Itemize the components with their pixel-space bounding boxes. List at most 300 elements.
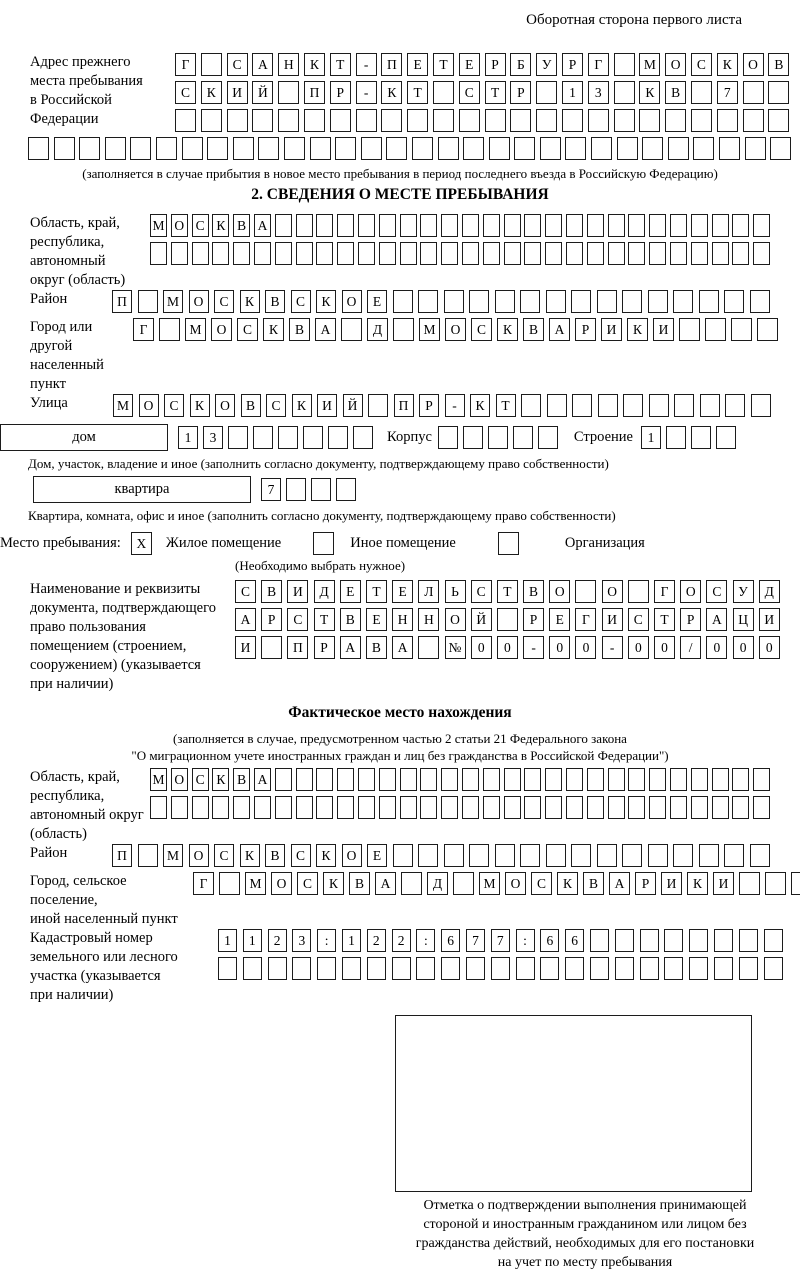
char-cell[interactable] — [182, 137, 203, 160]
char-cell[interactable] — [714, 929, 733, 952]
char-cell[interactable]: К — [304, 53, 325, 76]
char-cell[interactable]: А — [340, 636, 361, 659]
char-cell[interactable] — [588, 109, 609, 132]
char-cell[interactable] — [540, 957, 559, 980]
char-cell[interactable] — [253, 426, 273, 449]
char-cell[interactable] — [504, 768, 521, 791]
char-cell[interactable]: В — [233, 214, 250, 237]
char-cell[interactable]: А — [252, 53, 273, 76]
char-cell[interactable] — [753, 796, 770, 819]
char-cell[interactable] — [328, 426, 348, 449]
char-cell[interactable]: А — [375, 872, 396, 895]
char-cell[interactable]: Ь — [445, 580, 466, 603]
char-cell[interactable]: 1 — [243, 929, 262, 952]
char-cell[interactable] — [358, 768, 375, 791]
char-cell[interactable] — [254, 242, 271, 265]
char-cell[interactable]: Т — [433, 53, 454, 76]
char-cell[interactable] — [649, 214, 666, 237]
char-cell[interactable] — [335, 137, 356, 160]
char-cell[interactable] — [310, 137, 331, 160]
char-cell[interactable] — [617, 137, 638, 160]
char-cell[interactable] — [670, 242, 687, 265]
char-cell[interactable] — [745, 137, 766, 160]
char-cell[interactable] — [336, 478, 356, 501]
char-cell[interactable] — [386, 137, 407, 160]
char-cell[interactable] — [483, 796, 500, 819]
char-cell[interactable] — [545, 768, 562, 791]
char-cell[interactable]: К — [212, 768, 229, 791]
char-cell[interactable] — [732, 768, 749, 791]
char-cell[interactable]: В — [768, 53, 789, 76]
char-cell[interactable] — [732, 242, 749, 265]
char-cell[interactable]: С — [628, 608, 649, 631]
char-cell[interactable]: 7 — [717, 81, 738, 104]
char-cell[interactable]: 2 — [367, 929, 386, 952]
char-cell[interactable]: Г — [588, 53, 609, 76]
char-cell[interactable]: Й — [252, 81, 273, 104]
char-cell[interactable]: П — [112, 290, 132, 313]
char-cell[interactable] — [368, 394, 388, 417]
char-cell[interactable] — [218, 957, 237, 980]
char-cell[interactable]: П — [394, 394, 414, 417]
char-cell[interactable] — [54, 137, 75, 160]
char-cell[interactable]: К — [190, 394, 210, 417]
char-cell[interactable] — [304, 109, 325, 132]
char-cell[interactable]: 3 — [292, 929, 311, 952]
char-cell[interactable] — [628, 796, 645, 819]
char-cell[interactable]: Р — [680, 608, 701, 631]
char-cell[interactable]: О — [602, 580, 623, 603]
char-cell[interactable] — [466, 957, 485, 980]
char-cell[interactable] — [303, 426, 323, 449]
char-cell[interactable] — [587, 768, 604, 791]
char-cell[interactable]: А — [706, 608, 727, 631]
char-cell[interactable] — [642, 137, 663, 160]
char-cell[interactable]: С — [531, 872, 552, 895]
char-cell[interactable] — [664, 929, 683, 952]
char-cell[interactable] — [516, 957, 535, 980]
char-cell[interactable] — [275, 768, 292, 791]
char-cell[interactable] — [791, 872, 800, 895]
char-cell[interactable] — [337, 242, 354, 265]
char-cell[interactable]: О — [445, 318, 466, 341]
char-cell[interactable]: И — [235, 636, 256, 659]
char-cell[interactable] — [416, 957, 435, 980]
char-cell[interactable] — [691, 242, 708, 265]
char-cell[interactable]: О — [139, 394, 159, 417]
char-cell[interactable] — [441, 957, 460, 980]
char-cell[interactable] — [540, 137, 561, 160]
char-cell[interactable] — [712, 768, 729, 791]
char-cell[interactable] — [79, 137, 100, 160]
char-cell[interactable] — [648, 290, 668, 313]
char-cell[interactable]: Т — [497, 580, 518, 603]
char-cell[interactable] — [342, 957, 361, 980]
char-cell[interactable]: Е — [367, 844, 387, 867]
char-cell[interactable]: № — [445, 636, 466, 659]
char-cell[interactable] — [770, 137, 791, 160]
char-cell[interactable] — [420, 796, 437, 819]
char-cell[interactable] — [444, 844, 464, 867]
char-cell[interactable]: И — [227, 81, 248, 104]
char-cell[interactable] — [700, 394, 720, 417]
char-cell[interactable] — [441, 768, 458, 791]
char-cell[interactable] — [649, 242, 666, 265]
char-cell[interactable]: Р — [635, 872, 656, 895]
char-cell[interactable] — [716, 426, 736, 449]
char-cell[interactable] — [156, 137, 177, 160]
char-cell[interactable]: М — [245, 872, 266, 895]
char-cell[interactable] — [296, 768, 313, 791]
char-cell[interactable]: Й — [471, 608, 492, 631]
char-cell[interactable]: Г — [175, 53, 196, 76]
char-cell[interactable]: А — [609, 872, 630, 895]
char-cell[interactable]: П — [287, 636, 308, 659]
char-cell[interactable] — [400, 796, 417, 819]
char-cell[interactable] — [565, 957, 584, 980]
char-cell[interactable]: С — [266, 394, 286, 417]
char-cell[interactable]: В — [583, 872, 604, 895]
char-cell[interactable] — [275, 214, 292, 237]
char-cell[interactable]: - — [445, 394, 465, 417]
char-cell[interactable] — [469, 290, 489, 313]
char-cell[interactable]: Б — [510, 53, 531, 76]
char-cell[interactable] — [400, 768, 417, 791]
char-cell[interactable] — [261, 636, 282, 659]
char-cell[interactable]: П — [381, 53, 402, 76]
char-cell[interactable]: К — [717, 53, 738, 76]
char-cell[interactable] — [463, 426, 483, 449]
char-cell[interactable]: К — [201, 81, 222, 104]
char-cell[interactable] — [485, 109, 506, 132]
char-cell[interactable] — [358, 214, 375, 237]
char-cell[interactable]: И — [601, 318, 622, 341]
char-cell[interactable] — [316, 796, 333, 819]
char-cell[interactable]: Д — [314, 580, 335, 603]
char-cell[interactable] — [463, 137, 484, 160]
char-cell[interactable] — [597, 844, 617, 867]
char-cell[interactable]: 0 — [549, 636, 570, 659]
char-cell[interactable] — [418, 844, 438, 867]
char-cell[interactable] — [258, 137, 279, 160]
char-cell[interactable]: Т — [314, 608, 335, 631]
char-cell[interactable] — [278, 426, 298, 449]
char-cell[interactable] — [441, 214, 458, 237]
char-cell[interactable]: С — [471, 580, 492, 603]
char-cell[interactable] — [504, 214, 521, 237]
char-cell[interactable]: М — [113, 394, 133, 417]
char-cell[interactable] — [459, 109, 480, 132]
char-cell[interactable]: С — [192, 214, 209, 237]
char-cell[interactable] — [649, 394, 669, 417]
char-cell[interactable] — [441, 796, 458, 819]
char-cell[interactable] — [725, 394, 745, 417]
char-cell[interactable] — [150, 796, 167, 819]
char-cell[interactable]: У — [536, 53, 557, 76]
char-cell[interactable]: Е — [392, 580, 413, 603]
char-cell[interactable] — [381, 109, 402, 132]
char-cell[interactable] — [28, 137, 49, 160]
char-cell[interactable]: И — [602, 608, 623, 631]
char-cell[interactable] — [504, 796, 521, 819]
char-cell[interactable]: И — [759, 608, 780, 631]
char-cell[interactable]: К — [557, 872, 578, 895]
char-cell[interactable]: А — [254, 214, 271, 237]
char-cell[interactable]: С — [175, 81, 196, 104]
char-cell[interactable] — [615, 929, 634, 952]
char-cell[interactable] — [691, 81, 712, 104]
char-cell[interactable]: В — [241, 394, 261, 417]
char-cell[interactable] — [392, 957, 411, 980]
char-cell[interactable] — [420, 768, 437, 791]
char-cell[interactable] — [689, 957, 708, 980]
char-cell[interactable] — [608, 796, 625, 819]
char-cell[interactable] — [571, 844, 591, 867]
char-cell[interactable] — [192, 796, 209, 819]
char-cell[interactable] — [393, 290, 413, 313]
char-cell[interactable] — [732, 214, 749, 237]
char-cell[interactable] — [296, 796, 313, 819]
char-cell[interactable] — [393, 844, 413, 867]
char-cell[interactable]: 1 — [342, 929, 361, 952]
char-cell[interactable] — [400, 214, 417, 237]
char-cell[interactable]: М — [479, 872, 500, 895]
char-cell[interactable] — [622, 844, 642, 867]
char-cell[interactable] — [513, 426, 533, 449]
char-cell[interactable]: И — [713, 872, 734, 895]
char-cell[interactable] — [491, 957, 510, 980]
char-cell[interactable] — [712, 796, 729, 819]
char-cell[interactable] — [691, 796, 708, 819]
char-cell[interactable]: С — [192, 768, 209, 791]
char-cell[interactable]: С — [291, 844, 311, 867]
checkbox-organization[interactable] — [498, 532, 519, 555]
char-cell[interactable] — [483, 214, 500, 237]
char-cell[interactable] — [228, 426, 248, 449]
char-cell[interactable]: А — [254, 768, 271, 791]
char-cell[interactable]: М — [150, 768, 167, 791]
char-cell[interactable]: П — [304, 81, 325, 104]
char-cell[interactable] — [317, 957, 336, 980]
char-cell[interactable]: О — [171, 768, 188, 791]
char-cell[interactable]: С — [471, 318, 492, 341]
char-cell[interactable] — [751, 394, 771, 417]
char-cell[interactable] — [547, 394, 567, 417]
char-cell[interactable]: Р — [510, 81, 531, 104]
char-cell[interactable] — [587, 796, 604, 819]
char-cell[interactable] — [566, 214, 583, 237]
char-cell[interactable] — [201, 53, 222, 76]
char-cell[interactable]: 0 — [654, 636, 675, 659]
char-cell[interactable] — [705, 318, 726, 341]
char-cell[interactable] — [171, 242, 188, 265]
char-cell[interactable] — [538, 426, 558, 449]
char-cell[interactable] — [510, 109, 531, 132]
char-cell[interactable] — [233, 796, 250, 819]
char-cell[interactable] — [743, 81, 764, 104]
char-cell[interactable] — [670, 796, 687, 819]
char-cell[interactable]: О — [215, 394, 235, 417]
char-cell[interactable] — [699, 844, 719, 867]
char-cell[interactable]: Р — [485, 53, 506, 76]
char-cell[interactable]: А — [392, 636, 413, 659]
char-cell[interactable] — [597, 290, 617, 313]
char-cell[interactable] — [689, 929, 708, 952]
char-cell[interactable] — [628, 768, 645, 791]
char-cell[interactable] — [691, 109, 712, 132]
char-cell[interactable]: В — [523, 580, 544, 603]
char-cell[interactable] — [587, 214, 604, 237]
char-cell[interactable]: С — [287, 608, 308, 631]
char-cell[interactable]: И — [317, 394, 337, 417]
char-cell[interactable]: В — [665, 81, 686, 104]
char-cell[interactable]: - — [523, 636, 544, 659]
char-cell[interactable]: Д — [367, 318, 388, 341]
char-cell[interactable]: М — [185, 318, 206, 341]
char-cell[interactable]: К — [240, 844, 260, 867]
char-cell[interactable]: С — [291, 290, 311, 313]
char-cell[interactable]: К — [292, 394, 312, 417]
char-cell[interactable]: К — [687, 872, 708, 895]
char-cell[interactable]: 1 — [178, 426, 198, 449]
char-cell[interactable] — [341, 318, 362, 341]
char-cell[interactable] — [311, 478, 331, 501]
char-cell[interactable] — [489, 137, 510, 160]
char-cell[interactable] — [444, 290, 464, 313]
char-cell[interactable] — [566, 796, 583, 819]
char-cell[interactable]: 0 — [497, 636, 518, 659]
char-cell[interactable] — [724, 290, 744, 313]
char-cell[interactable] — [739, 929, 758, 952]
char-cell[interactable] — [673, 290, 693, 313]
char-cell[interactable]: 0 — [575, 636, 596, 659]
char-cell[interactable]: - — [602, 636, 623, 659]
char-cell[interactable] — [565, 137, 586, 160]
char-cell[interactable] — [358, 796, 375, 819]
char-cell[interactable]: О — [680, 580, 701, 603]
char-cell[interactable]: В — [349, 872, 370, 895]
char-cell[interactable] — [379, 796, 396, 819]
char-cell[interactable] — [418, 636, 439, 659]
char-cell[interactable]: : — [317, 929, 336, 952]
char-cell[interactable]: О — [342, 844, 362, 867]
char-cell[interactable] — [504, 242, 521, 265]
char-cell[interactable] — [296, 242, 313, 265]
char-cell[interactable] — [640, 957, 659, 980]
char-cell[interactable] — [316, 242, 333, 265]
char-cell[interactable] — [731, 318, 752, 341]
char-cell[interactable] — [393, 318, 414, 341]
char-cell[interactable]: 3 — [203, 426, 223, 449]
char-cell[interactable]: Т — [654, 608, 675, 631]
char-cell[interactable] — [608, 768, 625, 791]
char-cell[interactable] — [524, 242, 541, 265]
char-cell[interactable]: В — [366, 636, 387, 659]
char-cell[interactable]: Й — [343, 394, 363, 417]
char-cell[interactable] — [520, 844, 540, 867]
char-cell[interactable] — [739, 957, 758, 980]
char-cell[interactable] — [691, 426, 711, 449]
char-cell[interactable]: Г — [133, 318, 154, 341]
char-cell[interactable] — [433, 109, 454, 132]
char-cell[interactable]: Т — [366, 580, 387, 603]
char-cell[interactable] — [275, 242, 292, 265]
char-cell[interactable] — [753, 242, 770, 265]
char-cell[interactable] — [138, 844, 158, 867]
char-cell[interactable] — [628, 242, 645, 265]
char-cell[interactable] — [717, 109, 738, 132]
char-cell[interactable]: М — [419, 318, 440, 341]
char-cell[interactable] — [608, 214, 625, 237]
char-cell[interactable] — [572, 394, 592, 417]
char-cell[interactable]: Р — [562, 53, 583, 76]
char-cell[interactable]: В — [233, 768, 250, 791]
char-cell[interactable]: Г — [575, 608, 596, 631]
char-cell[interactable] — [337, 214, 354, 237]
char-cell[interactable] — [337, 768, 354, 791]
char-cell[interactable]: 2 — [392, 929, 411, 952]
char-cell[interactable] — [420, 242, 437, 265]
char-cell[interactable] — [462, 214, 479, 237]
char-cell[interactable] — [623, 394, 643, 417]
char-cell[interactable]: 7 — [466, 929, 485, 952]
char-cell[interactable]: Е — [549, 608, 570, 631]
char-cell[interactable]: / — [680, 636, 701, 659]
char-cell[interactable] — [462, 242, 479, 265]
char-cell[interactable]: 1 — [218, 929, 237, 952]
char-cell[interactable]: 1 — [641, 426, 661, 449]
char-cell[interactable]: С — [214, 844, 234, 867]
char-cell[interactable]: К — [381, 81, 402, 104]
char-cell[interactable] — [407, 109, 428, 132]
char-cell[interactable]: О — [549, 580, 570, 603]
char-cell[interactable] — [438, 137, 459, 160]
char-cell[interactable] — [227, 109, 248, 132]
char-cell[interactable]: К — [316, 844, 336, 867]
char-cell[interactable] — [670, 768, 687, 791]
char-cell[interactable]: О — [743, 53, 764, 76]
char-cell[interactable]: В — [340, 608, 361, 631]
char-cell[interactable] — [275, 796, 292, 819]
char-cell[interactable] — [545, 242, 562, 265]
char-cell[interactable] — [614, 81, 635, 104]
char-cell[interactable] — [614, 109, 635, 132]
char-cell[interactable] — [628, 580, 649, 603]
char-cell[interactable] — [649, 768, 666, 791]
char-cell[interactable]: А — [235, 608, 256, 631]
char-cell[interactable]: О — [271, 872, 292, 895]
char-cell[interactable]: К — [316, 290, 336, 313]
char-cell[interactable] — [590, 929, 609, 952]
char-cell[interactable]: Е — [367, 290, 387, 313]
char-cell[interactable] — [296, 214, 313, 237]
char-cell[interactable] — [768, 81, 789, 104]
char-cell[interactable] — [438, 426, 458, 449]
char-cell[interactable] — [536, 81, 557, 104]
char-cell[interactable]: М — [163, 290, 183, 313]
char-cell[interactable]: Т — [485, 81, 506, 104]
char-cell[interactable] — [743, 109, 764, 132]
char-cell[interactable] — [252, 109, 273, 132]
char-cell[interactable] — [379, 768, 396, 791]
char-cell[interactable] — [566, 242, 583, 265]
char-cell[interactable] — [171, 796, 188, 819]
char-cell[interactable] — [175, 109, 196, 132]
char-cell[interactable]: 0 — [706, 636, 727, 659]
char-cell[interactable] — [712, 214, 729, 237]
char-cell[interactable] — [674, 394, 694, 417]
char-cell[interactable] — [379, 214, 396, 237]
